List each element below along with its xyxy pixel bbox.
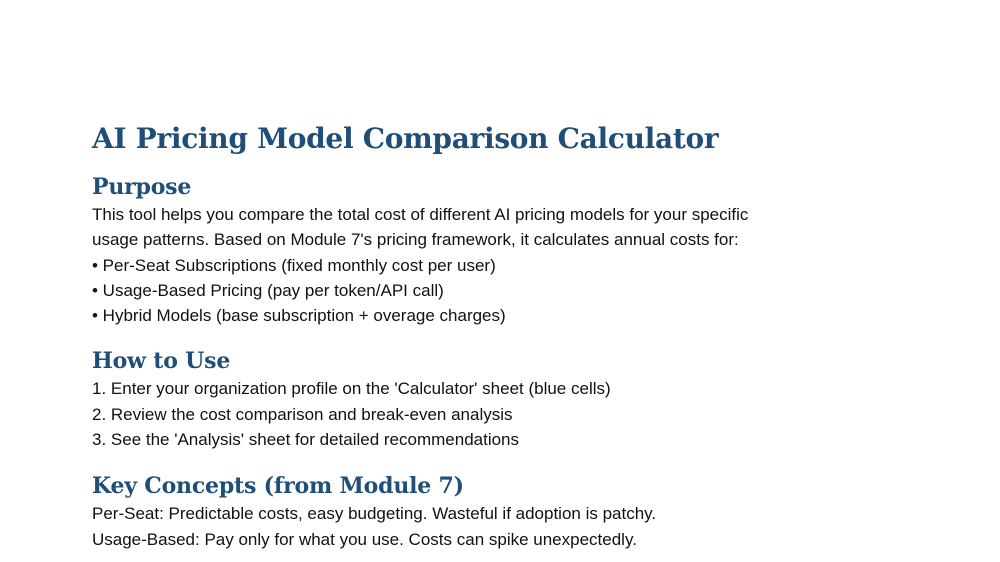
document-title: AI Pricing Model Comparison Calculator bbox=[92, 122, 719, 155]
purpose-text-line: This tool helps you compare the total cost of different AI pricing models for your specific bbox=[92, 205, 749, 224]
document-content bbox=[92, 118, 912, 552]
how-to-use-section bbox=[92, 346, 912, 452]
key-concept-per-seat: Per-Seat: Predictable costs, easy budgeting. Wasteful if adoption is patchy. bbox=[92, 504, 657, 524]
purpose-text-line: usage patterns. Based on Module 7's pricing framework, it calculates annual costs for: bbox=[92, 230, 739, 250]
purpose-bullet-usage-based: • Usage-Based Pricing (pay per token/API call) bbox=[92, 280, 444, 300]
purpose-bullet-per-seat: • Per-Seat Subscriptions (fixed monthly cost per user) bbox=[92, 255, 496, 275]
purpose-section bbox=[92, 172, 912, 328]
purpose-heading: Purpose bbox=[92, 174, 192, 200]
how-to-use-step-3: 3. See the 'Analysis' sheet for detailed recommendations bbox=[92, 430, 520, 450]
purpose-bullet-hybrid: • Hybrid Models (base subscription + overage charges) bbox=[92, 306, 506, 326]
how-to-use-step-2: 2. Review the cost comparison and break-even analysis bbox=[92, 404, 513, 424]
how-to-use-heading: How to Use bbox=[92, 348, 231, 375]
key-concepts-section bbox=[92, 471, 912, 552]
key-concepts-heading: Key Concepts (from Module 7) bbox=[92, 473, 464, 500]
how-to-use-step-1: 1. Enter your organization profile on the 'Calculator' sheet (blue cells) bbox=[92, 379, 611, 399]
key-concept-usage-based: Usage-Based: Pay only for what you use. Costs can spike unexpectedly. bbox=[92, 529, 637, 549]
